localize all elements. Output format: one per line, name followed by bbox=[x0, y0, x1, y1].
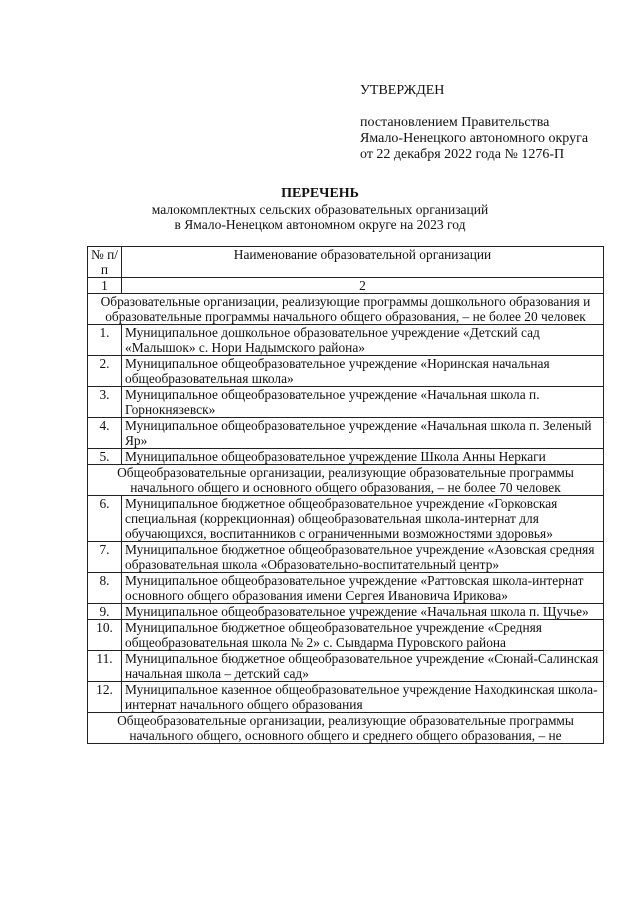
row-number: 7. bbox=[88, 542, 122, 573]
approval-line: постановлением Правительства bbox=[360, 115, 550, 130]
table-row bbox=[88, 604, 604, 620]
table-row bbox=[88, 325, 604, 356]
organization-name: Муниципальное бюджетное общеобразовательное учреждение «Горковская специальная (коррекционная) общеобразовательная школа-интернат для обучающихся, воспитанников с ограниченными возможностями здоровья» bbox=[122, 496, 604, 542]
row-number: 4. bbox=[88, 418, 122, 449]
table-header-row bbox=[88, 247, 604, 278]
organization-name: Муниципальное общеобразовательное учреждение «Начальная школа п. Зеленый Яр» bbox=[122, 418, 604, 449]
table-row bbox=[88, 449, 604, 465]
organization-name: Муниципальное бюджетное общеобразовательное учреждение «Азовская средняя образовательная школа «Образовательно-воспитательный центр» bbox=[122, 542, 604, 573]
section-row bbox=[88, 294, 604, 325]
column-index-row bbox=[88, 278, 604, 294]
organization-name: Муниципальное общеобразовательное учреждение «Норинская начальная общеобразовательная школа» bbox=[122, 356, 604, 387]
header-num: № п/п bbox=[88, 247, 122, 278]
table-row bbox=[88, 651, 604, 682]
table-row bbox=[88, 573, 604, 604]
approval-heading: УТВЕРЖДЕН bbox=[360, 83, 445, 98]
section-title: Общеобразовательные организации, реализующие образовательные программы начального общего, основного общего и среднего общего образования, – не bbox=[88, 713, 604, 744]
header-name: Наименование образовательной организации bbox=[122, 247, 604, 278]
row-number: 8. bbox=[88, 573, 122, 604]
document-title: ПЕРЕЧЕНЬ bbox=[281, 186, 359, 201]
row-number: 2. bbox=[88, 356, 122, 387]
table-row bbox=[88, 356, 604, 387]
table-row bbox=[88, 682, 604, 713]
organization-name: Муниципальное общеобразовательное учреждение «Начальная школа п. Горнокнязевск» bbox=[122, 387, 604, 418]
row-number: 5. bbox=[88, 449, 122, 465]
row-number: 10. bbox=[88, 620, 122, 651]
organizations-table bbox=[87, 246, 604, 744]
document-subtitle: малокомплектных сельских образовательных организаций bbox=[151, 202, 489, 217]
table-row bbox=[88, 387, 604, 418]
row-number: 9. bbox=[88, 604, 122, 620]
organization-name: Муниципальное общеобразовательное учреждение Школа Анны Неркаги bbox=[122, 449, 604, 465]
organization-name: Муниципальное общеобразовательное учреждение «Раттовская школа-интернат основного общего образования имени Сергея Ивановича Ирикова» bbox=[122, 573, 604, 604]
document-title-block bbox=[0, 186, 640, 232]
column-index: 1 bbox=[88, 278, 122, 294]
table-row bbox=[88, 496, 604, 542]
section-row bbox=[88, 465, 604, 496]
organization-name: Муниципальное общеобразовательное учреждение «Начальная школа п. Щучье» bbox=[122, 604, 604, 620]
organization-name: Муниципальное бюджетное общеобразовательное учреждение «Средняя общеобразовательная школа № 2» с. Сывдарма Пуровского района bbox=[122, 620, 604, 651]
organization-name: Муниципальное казенное общеобразовательное учреждение Находкинская школа-интернат начального общего образования bbox=[122, 682, 604, 713]
table-row bbox=[88, 620, 604, 651]
approval-stamp bbox=[360, 83, 588, 163]
column-index: 2 bbox=[122, 278, 604, 294]
section-title: Общеобразовательные организации, реализующие образовательные программы начального общего и основного общего образования, – не более 70 человек bbox=[88, 465, 604, 496]
section-title: Образовательные организации, реализующие программы дошкольного образования и образовательные программы начального общего образования, – не более 20 человек bbox=[88, 294, 604, 325]
document-subtitle: в Ямало-Ненецком автономном округе на 2023 год bbox=[174, 217, 466, 232]
row-number: 11. bbox=[88, 651, 122, 682]
organization-name: Муниципальное дошкольное образовательное учреждение «Детский сад «Малышок» с. Нори Надымского района» bbox=[122, 325, 604, 356]
row-number: 12. bbox=[88, 682, 122, 713]
approval-line: от 22 декабря 2022 года № 1276-П bbox=[360, 147, 565, 162]
row-number: 3. bbox=[88, 387, 122, 418]
approval-line: Ямало-Ненецкого автономного округа bbox=[360, 131, 589, 146]
section-row bbox=[88, 713, 604, 744]
table-row bbox=[88, 418, 604, 449]
row-number: 1. bbox=[88, 325, 122, 356]
row-number: 6. bbox=[88, 496, 122, 542]
organization-name: Муниципальное бюджетное общеобразовательное учреждение «Сюнай-Салинская начальная школа – детский сад» bbox=[122, 651, 604, 682]
table-row bbox=[88, 542, 604, 573]
